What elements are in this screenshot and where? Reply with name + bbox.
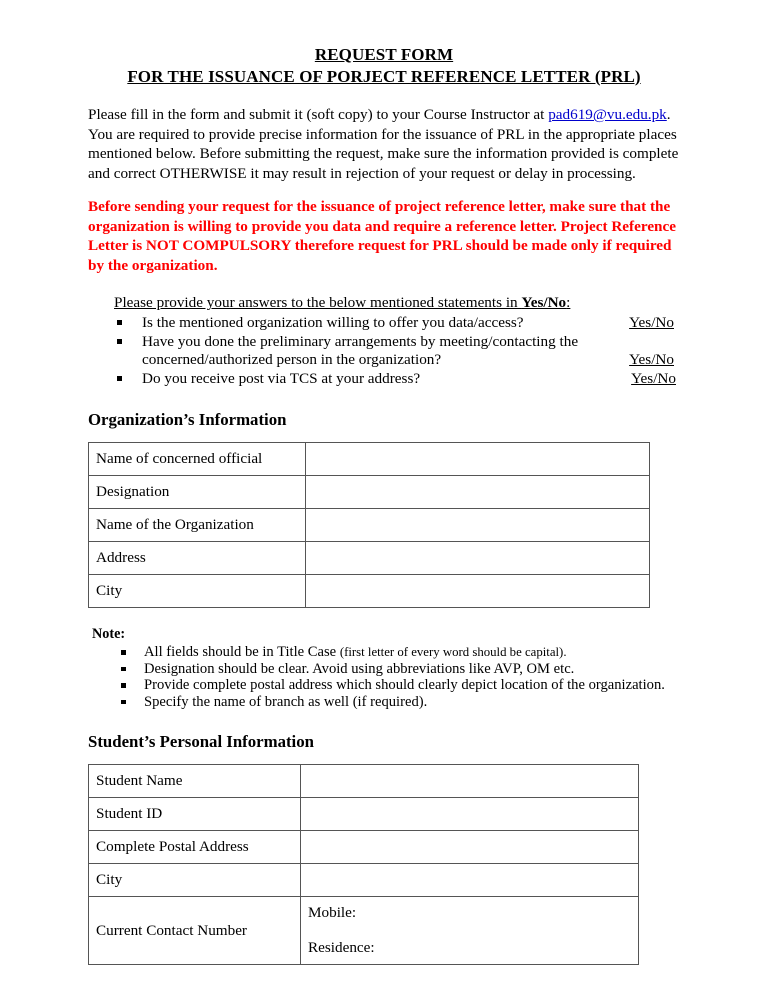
student-information-table	[88, 764, 639, 965]
list-item	[114, 370, 674, 389]
table-row	[89, 864, 639, 897]
intro-text-after-email: . You are required to provide precise information for the issuance of PRL in the appropriate places mentioned below. Before submitting the request, make sure the information provided is complete and correct OTHERWISE it may result in rejection of your request or delay in processing.	[88, 106, 679, 182]
yes-no-answer[interactable]: Yes/No	[631, 369, 676, 387]
question-text: Have you done the preliminary arrangements by meeting/contacting the	[142, 332, 579, 350]
page-title	[88, 44, 680, 87]
list-item	[118, 644, 680, 660]
question-text-line2: concerned/authorized person in the organization?	[142, 351, 442, 369]
table-row	[89, 575, 650, 608]
questions-lead-before: Please provide your answers to the below mentioned statements in	[114, 294, 522, 312]
field-label: Name of concerned official	[89, 443, 306, 476]
organization-information-table	[88, 442, 650, 608]
yes-no-answer[interactable]: Yes/No	[629, 351, 674, 369]
yes-no-answer[interactable]: Yes/No	[629, 314, 674, 332]
list-item	[114, 314, 674, 333]
field-label: Address	[89, 542, 306, 575]
field-value[interactable]	[306, 575, 650, 608]
field-value[interactable]	[301, 864, 639, 897]
warning-paragraph: Before sending your request for the issuance of project reference letter, make sure that the organization is willing to provide you data and require a reference letter. Project Reference Letter is NOT COMPULSORY therefore request for PRL should be made only if required by the organization.	[88, 198, 676, 274]
questions-block	[114, 293, 674, 388]
table-row	[89, 765, 639, 798]
field-value[interactable]	[306, 476, 650, 509]
field-value[interactable]	[301, 831, 639, 864]
table-row	[89, 509, 650, 542]
table-row-contact	[89, 897, 639, 965]
list-item	[118, 661, 680, 677]
field-label: Designation	[89, 476, 306, 509]
field-value[interactable]	[301, 798, 639, 831]
square-bullet-icon	[121, 683, 126, 688]
field-label: City	[89, 575, 306, 608]
field-label: Student ID	[89, 798, 301, 831]
field-label: Complete Postal Address	[89, 831, 301, 864]
field-value[interactable]	[306, 509, 650, 542]
title-line-1: REQUEST FORM	[314, 45, 454, 64]
table-row	[89, 831, 639, 864]
note-title: Note:	[92, 626, 126, 643]
questions-lead-bold: Yes/No	[521, 294, 567, 312]
note-text: All fields should be in Title Case	[144, 644, 340, 661]
student-section-heading: Student’s Personal Information	[88, 732, 314, 751]
field-value[interactable]	[301, 765, 639, 798]
list-item	[118, 694, 680, 710]
square-bullet-icon	[117, 320, 122, 325]
note-text-small: (first letter of every word should be capital).	[339, 645, 567, 660]
organization-section-heading: Organization’s Information	[88, 410, 287, 430]
field-value[interactable]	[306, 443, 650, 476]
square-bullet-icon	[117, 339, 122, 344]
contact-field-value[interactable]	[301, 897, 639, 965]
square-bullet-icon	[117, 376, 122, 381]
table-row	[89, 443, 650, 476]
field-label: Name of the Organization	[89, 509, 306, 542]
note-text: Designation should be clear. Avoid using abbreviations like AVP, OM etc.	[144, 660, 575, 677]
mobile-label: Mobile:	[308, 904, 357, 921]
note-block	[92, 626, 680, 710]
questions-lead-after: :	[566, 294, 571, 312]
questions-list	[114, 314, 674, 388]
field-label: Current Contact Number	[89, 897, 301, 965]
instructor-email-link[interactable]: pad619@vu.edu.pk	[548, 106, 667, 123]
table-row	[89, 542, 650, 575]
table-row	[89, 798, 639, 831]
note-list	[92, 644, 680, 710]
square-bullet-icon	[121, 650, 126, 655]
questions-lead	[114, 293, 674, 312]
field-label: City	[89, 864, 301, 897]
list-item	[114, 333, 674, 370]
question-text: Is the mentioned organization willing to offer you data/access?	[142, 314, 524, 332]
note-text: Provide complete postal address which should clearly depict location of the organization.	[144, 677, 665, 694]
intro-text-before-email: Please fill in the form and submit it (soft copy) to your Course Instructor at	[88, 106, 549, 123]
list-item	[118, 677, 680, 693]
residence-label: Residence:	[308, 939, 375, 956]
square-bullet-icon	[121, 667, 126, 672]
field-value[interactable]	[306, 542, 650, 575]
title-line-2: FOR THE ISSUANCE OF PORJECT REFERENCE LETTER (PRL)	[127, 67, 641, 86]
field-label: Student Name	[89, 765, 301, 798]
note-text: Specify the name of branch as well (if required).	[144, 693, 428, 710]
document-content	[88, 44, 680, 965]
intro-paragraph	[88, 105, 680, 183]
question-text: Do you receive post via TCS at your address?	[142, 369, 421, 387]
table-row	[89, 476, 650, 509]
square-bullet-icon	[121, 700, 126, 705]
